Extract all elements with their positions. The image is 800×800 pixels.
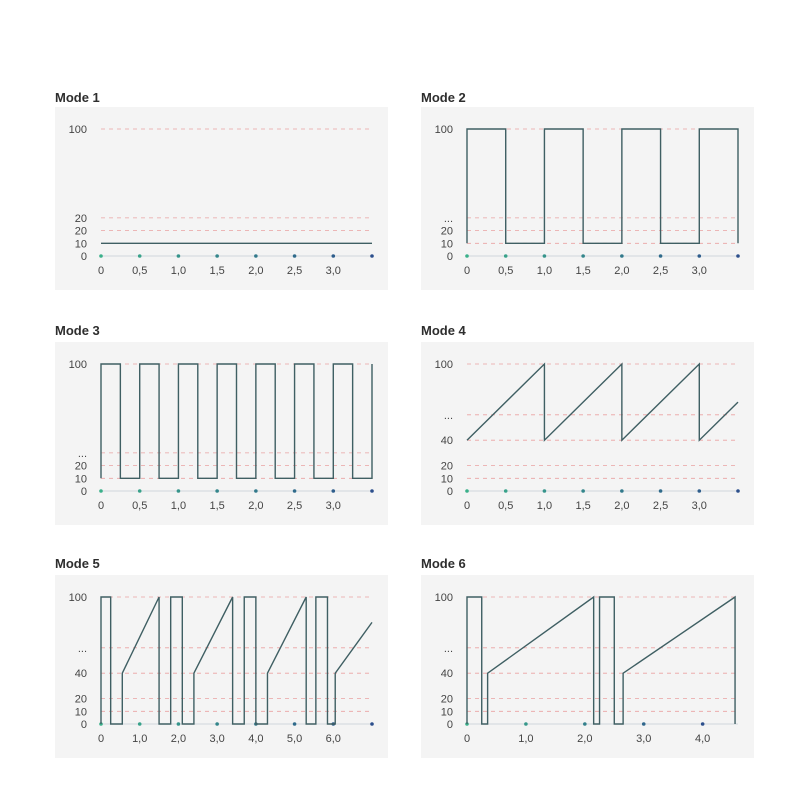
y-tick-label: 20 <box>440 225 453 238</box>
x-axis-dot <box>659 489 663 493</box>
y-tick-label: 0 <box>80 251 87 263</box>
x-axis-dot <box>504 254 508 258</box>
y-tick-label: 0 <box>80 719 87 731</box>
x-tick-label: 4,0 <box>695 733 711 745</box>
x-axis-dot <box>215 722 219 726</box>
x-tick-label: 0 <box>463 733 471 745</box>
x-tick-label: 2,0 <box>248 500 264 512</box>
x-axis-dot <box>581 254 585 258</box>
x-axis-dot <box>465 489 469 493</box>
chart-panel <box>55 342 388 525</box>
x-axis-dot <box>620 489 624 493</box>
x-tick-label: 1,0 <box>170 265 187 277</box>
x-tick-label: 0 <box>97 733 105 745</box>
chart-panel <box>421 107 754 290</box>
y-tick-label: 10 <box>74 238 87 251</box>
chart-title: Mode 3 <box>55 323 100 338</box>
y-tick-label: 10 <box>74 706 87 719</box>
x-tick-label: 2,5 <box>652 500 669 512</box>
x-axis-dot <box>504 489 508 493</box>
x-axis-dot <box>138 254 142 258</box>
x-axis-dot <box>659 254 663 258</box>
plot-background <box>421 575 754 758</box>
x-tick-label: 2,0 <box>614 265 630 277</box>
plot-background <box>421 107 754 290</box>
y-tick-label: 100 <box>434 359 453 371</box>
x-tick-label: 1,5 <box>209 265 225 277</box>
x-axis-dot <box>99 254 103 258</box>
y-tick-label: 10 <box>440 238 453 251</box>
plot-background <box>55 107 388 290</box>
plot-background <box>421 342 754 525</box>
plot-background <box>55 342 388 525</box>
chart-panel <box>421 342 754 525</box>
x-axis-dot <box>138 489 142 493</box>
y-tick-label: 100 <box>68 359 87 371</box>
x-axis-dot <box>543 489 547 493</box>
plot-background <box>55 575 388 758</box>
y-tick-label: 40 <box>440 435 453 448</box>
x-axis-dot <box>293 254 297 258</box>
x-tick-label: 1,5 <box>575 265 591 277</box>
x-tick-label: 3,0 <box>691 500 707 512</box>
y-tick-label: 100 <box>434 592 453 604</box>
y-tick-label: 0 <box>446 251 453 263</box>
x-tick-label: 1,0 <box>132 733 148 745</box>
y-tick-label: ... <box>443 409 453 422</box>
x-tick-label: 1,0 <box>536 500 553 512</box>
x-axis-dot <box>583 722 587 726</box>
y-tick-label: 0 <box>446 719 453 731</box>
chart-panel <box>421 575 754 758</box>
x-tick-label: 1,0 <box>170 500 187 512</box>
x-axis-dot <box>254 254 258 258</box>
y-tick-label: 10 <box>440 473 453 486</box>
x-axis-dot <box>370 489 374 493</box>
x-axis-dot <box>215 489 219 493</box>
x-axis-dot <box>465 254 469 258</box>
y-tick-label: 20 <box>440 460 453 473</box>
chart-title: Mode 2 <box>421 90 466 105</box>
x-tick-label: 2,0 <box>170 733 187 745</box>
x-axis-dot <box>254 489 258 493</box>
y-tick-label: ... <box>77 642 87 655</box>
x-axis-dot <box>331 254 335 258</box>
x-tick-label: 2,0 <box>577 733 593 745</box>
y-tick-label: 20 <box>74 212 87 225</box>
x-axis-dot <box>642 722 646 726</box>
y-tick-label: 0 <box>446 486 453 498</box>
chart-title: Mode 1 <box>55 90 100 105</box>
chart-title: Mode 6 <box>421 556 466 571</box>
x-axis-dot <box>177 254 181 258</box>
y-tick-label: 40 <box>74 668 87 681</box>
x-tick-label: 1,0 <box>536 265 553 277</box>
x-axis-dot <box>215 254 219 258</box>
y-tick-label: ... <box>77 447 87 460</box>
x-axis-dot <box>138 722 142 726</box>
x-tick-label: 0,5 <box>498 265 514 277</box>
y-tick-label: 10 <box>74 473 87 486</box>
y-tick-label: 40 <box>440 668 453 681</box>
x-tick-label: 0 <box>97 500 105 512</box>
x-tick-label: 0,5 <box>498 500 514 512</box>
x-tick-label: 3,0 <box>325 265 341 277</box>
x-axis-dot <box>331 489 335 493</box>
x-axis-dot <box>701 722 705 726</box>
x-axis-dot <box>99 489 103 493</box>
chart-panel <box>55 107 388 290</box>
x-tick-label: 1,0 <box>518 733 534 745</box>
x-axis-dot <box>697 254 701 258</box>
x-axis-dot <box>177 722 181 726</box>
x-axis-dot <box>581 489 585 493</box>
x-axis-dot <box>736 489 740 493</box>
y-tick-label: 20 <box>440 693 453 706</box>
x-tick-label: 4,0 <box>248 733 264 745</box>
y-tick-label: 20 <box>74 225 87 238</box>
x-tick-label: 0 <box>463 265 471 277</box>
x-tick-label: 3,0 <box>691 265 707 277</box>
y-tick-label: 100 <box>434 124 453 136</box>
x-tick-label: 1,5 <box>209 500 225 512</box>
y-tick-label: 100 <box>68 592 87 604</box>
y-tick-label: 100 <box>68 124 87 136</box>
x-tick-label: 2,0 <box>614 500 630 512</box>
x-axis-dot <box>293 489 297 493</box>
y-tick-label: ... <box>443 642 453 655</box>
x-tick-label: 2,0 <box>248 265 264 277</box>
x-axis-dot <box>177 489 181 493</box>
y-tick-label: 20 <box>74 693 87 706</box>
x-axis-dot <box>620 254 624 258</box>
y-tick-label: 0 <box>80 486 87 498</box>
x-tick-label: 0 <box>463 500 471 512</box>
x-tick-label: 2,5 <box>286 500 303 512</box>
x-tick-label: 0,5 <box>132 500 148 512</box>
x-axis-dot <box>697 489 701 493</box>
x-tick-label: 3,0 <box>636 733 652 745</box>
x-tick-label: 5,0 <box>286 733 303 745</box>
x-tick-label: 6,0 <box>325 733 341 745</box>
x-axis-dot <box>370 722 374 726</box>
x-tick-label: 0,5 <box>132 265 148 277</box>
x-tick-label: 3,0 <box>325 500 341 512</box>
chart-panel <box>55 575 388 758</box>
x-axis-dot <box>543 254 547 258</box>
y-tick-label: ... <box>443 212 453 225</box>
x-tick-label: 2,5 <box>286 265 303 277</box>
chart-title: Mode 4 <box>421 323 466 338</box>
x-axis-dot <box>370 254 374 258</box>
chart-title: Mode 5 <box>55 556 100 571</box>
x-axis-dot <box>524 722 528 726</box>
x-tick-label: 3,0 <box>209 733 225 745</box>
y-tick-label: 20 <box>74 460 87 473</box>
x-axis-dot <box>293 722 297 726</box>
x-tick-label: 1,5 <box>575 500 591 512</box>
x-tick-label: 0 <box>97 265 105 277</box>
x-tick-label: 2,5 <box>652 265 669 277</box>
x-axis-dot <box>736 254 740 258</box>
y-tick-label: 10 <box>440 706 453 719</box>
